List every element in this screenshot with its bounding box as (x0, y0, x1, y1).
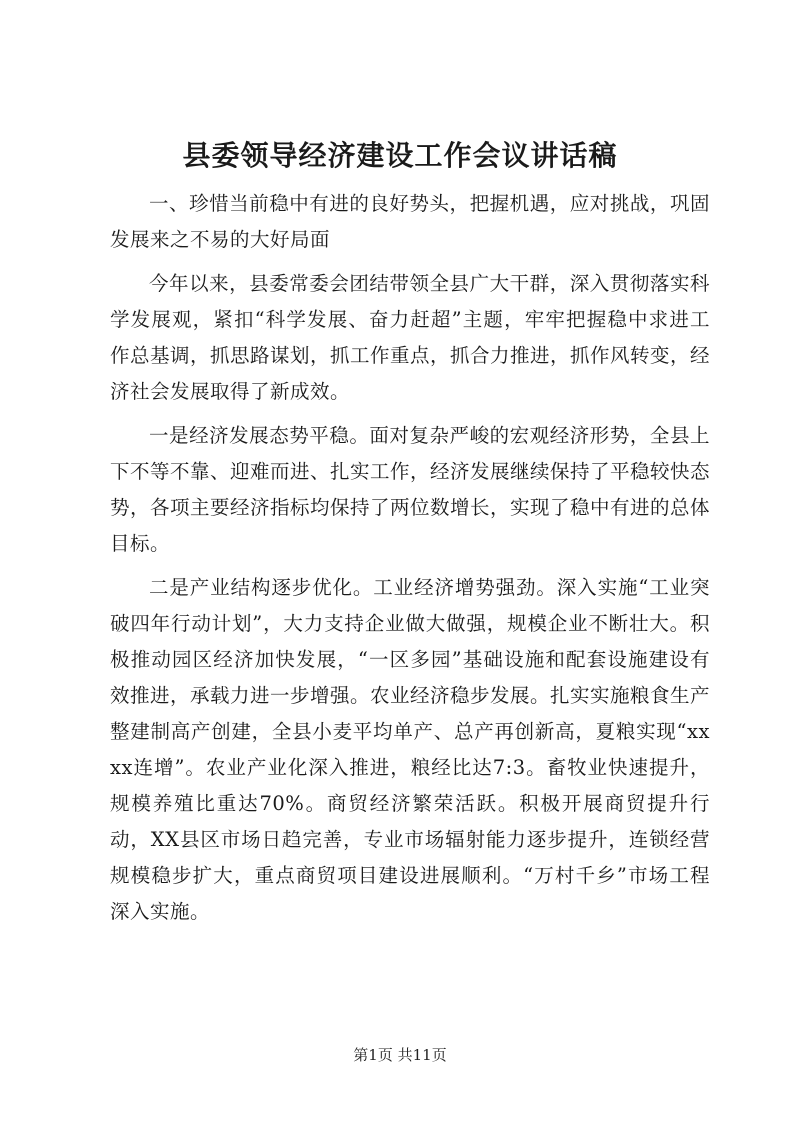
document-title: 县委领导经济建设工作会议讲话稿 (182, 139, 618, 172)
document-body (110, 186, 710, 930)
paragraph: 一是经济发展态势平稳。面对复杂严峻的宏观经济形势，全县上下不等不靠、迎难而进、扎实工作，经济发展继续保持了平稳较快态势，各项主要经济指标均保持了两位数增长，实现了稳中有进的总体目标。 (110, 424, 711, 555)
paragraph: 今年以来，县委常委会团结带领全县广大干群，深入贯彻落实科学发展观，紧扣“科学发展、奋力赶超”主题，牢牢把握稳中求进工作总基调，抓思路谋划，抓工作重点，抓合力推进，抓作风转变，经济社会发展取得了新成效。 (110, 272, 711, 403)
section-heading: 一、珍惜当前稳中有进的良好势头，把握机遇，应对挑战，巩固发展来之不易的大好局面 (110, 192, 710, 251)
paragraph: 二是产业结构逐步优化。工业经济增势强劲。深入实施“工业突破四年行动计划”，大力支持企业做大做强，规模企业不断壮大。积极推动园区经济加快发展，“一区多园”基础设施和配套设施建设有效推进，承载力进一步增强。农业经济稳步发展。扎实实施粮食生产整建制高产创建，全县小麦平均单产、总产再创新高，夏粮实现“xxxx连增”。农业产业化深入推进，粮经比达7:3。畜牧业快速提升，规模养殖比重达70%。商贸经济繁荣活跃。积极开展商贸提升行动，XX县区市场日趋完善，专业市场辐射能力逐步提升，连锁经营规模稳步扩大，重点商贸项目建设进展顺利。“万村千乡”市场工程深入实施。 (110, 576, 711, 923)
page-number: 第1页 共11页 (353, 1046, 447, 1064)
